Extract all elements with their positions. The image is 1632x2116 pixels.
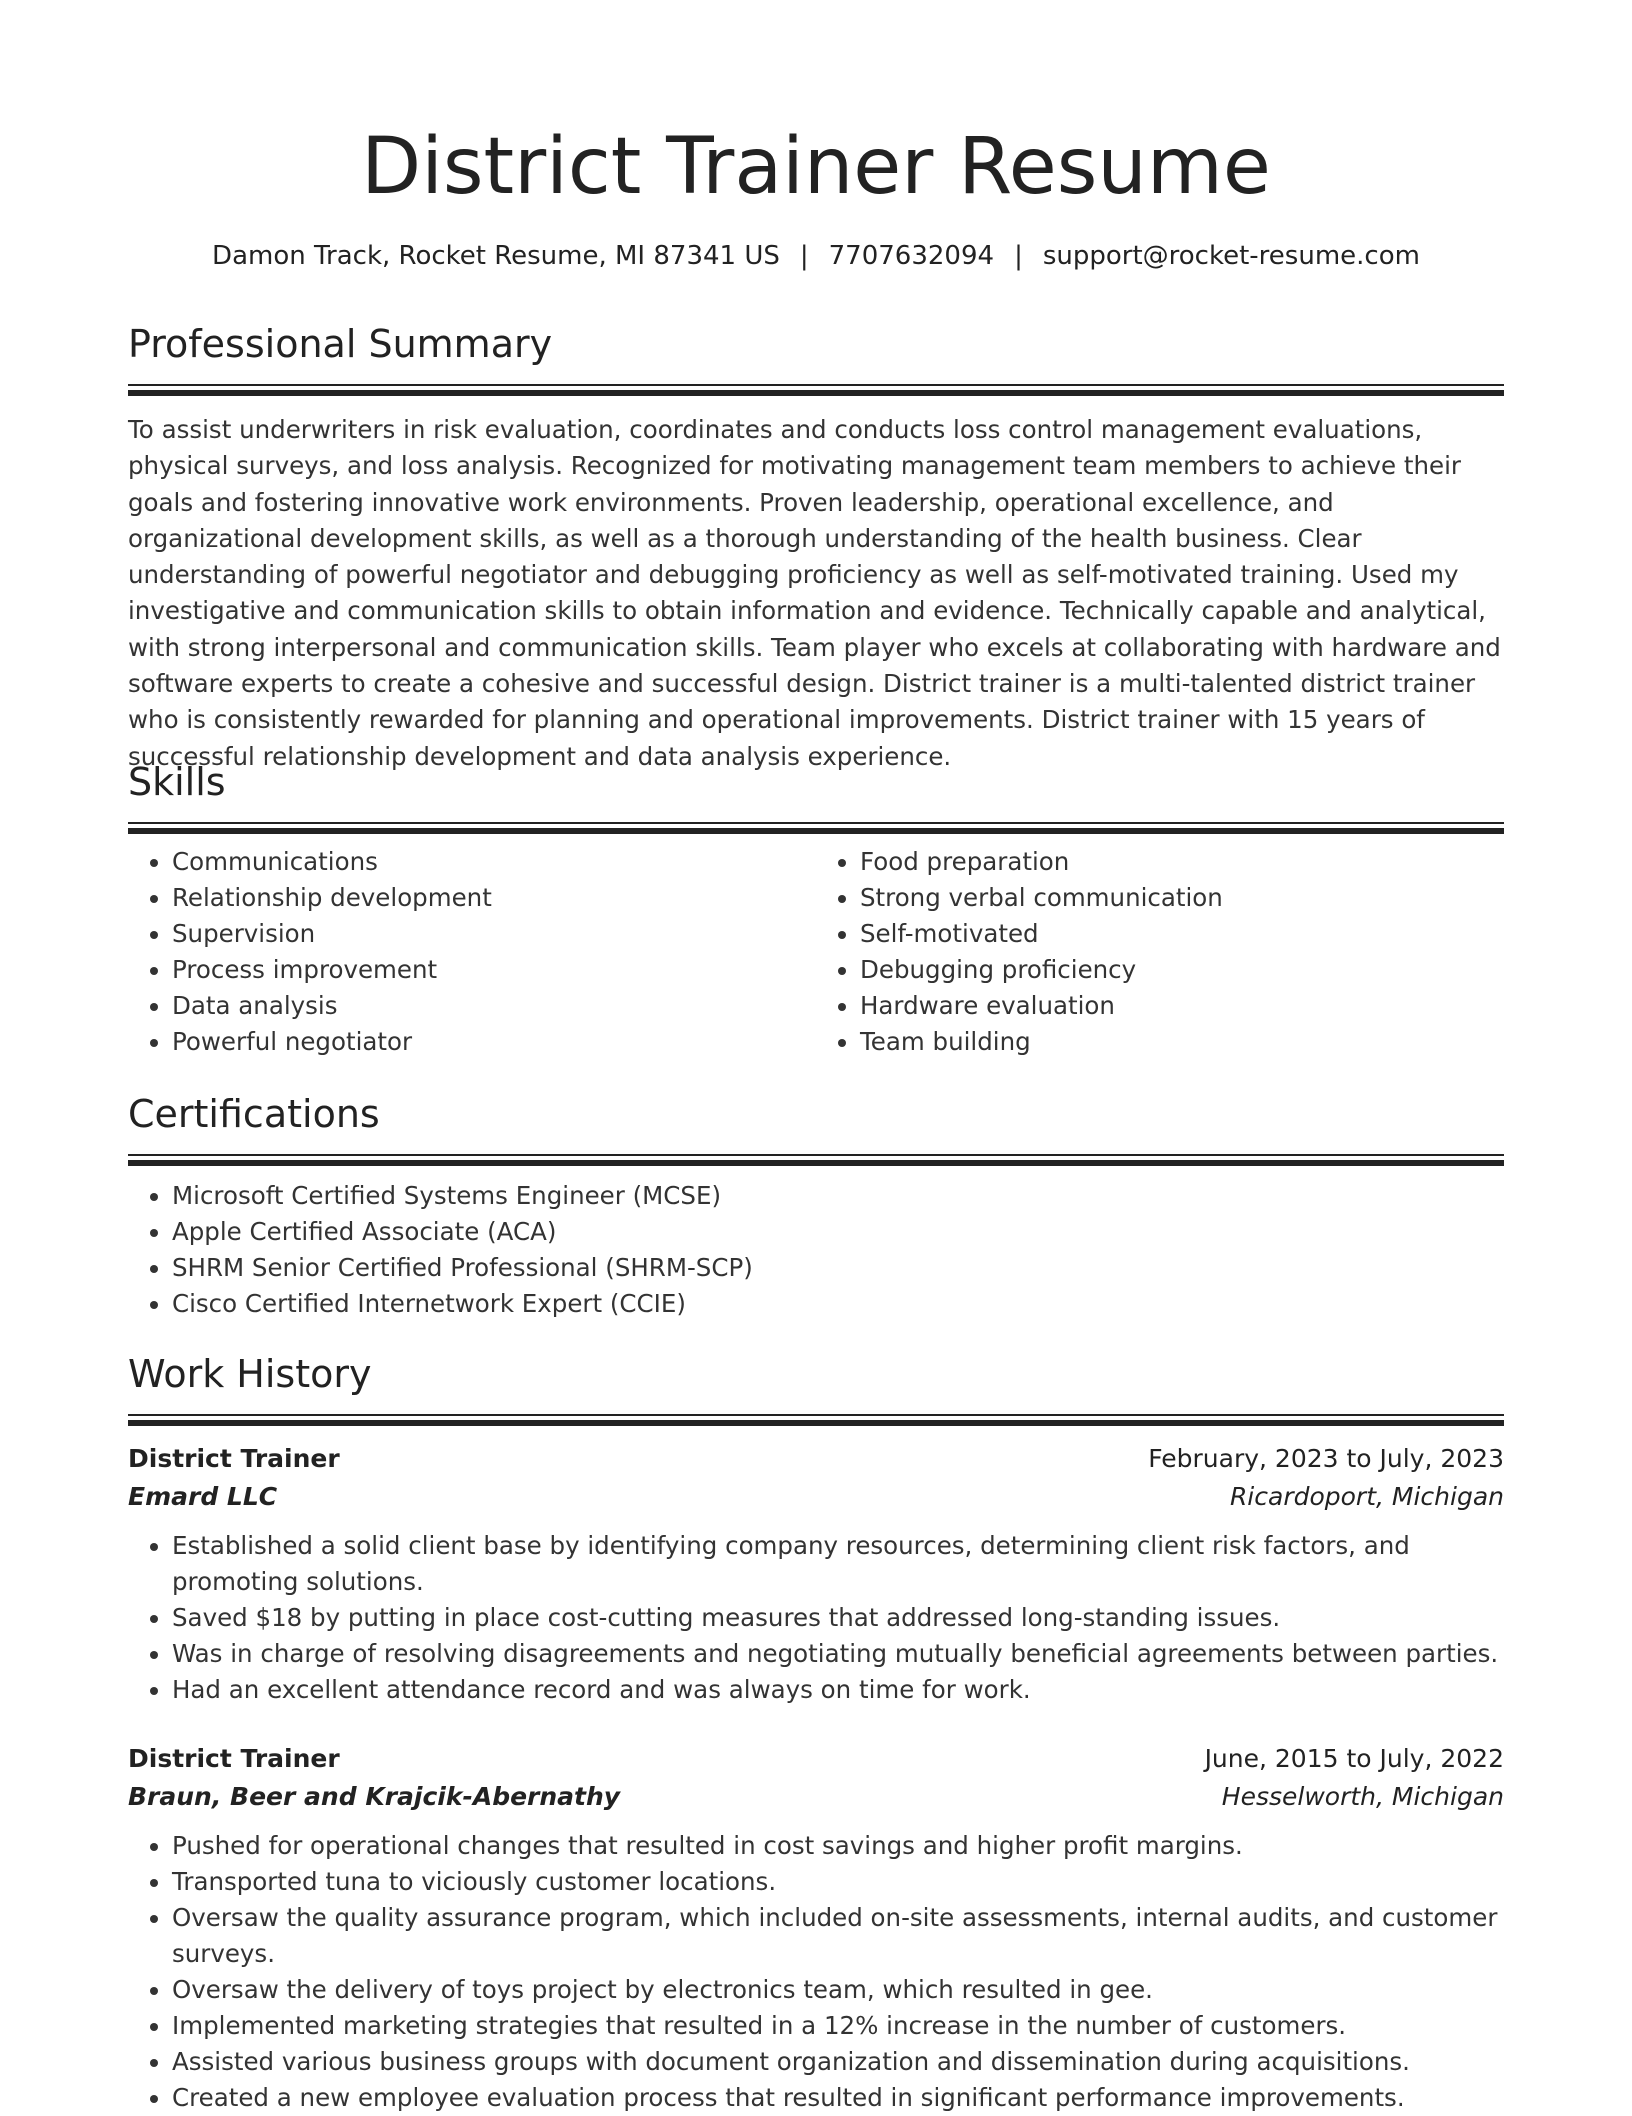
contact-line [0,238,1632,274]
job-bullet-list [128,1528,1504,1708]
job-bullet: • Assisted various business groups with document organization and dissemination during acquisitions. [172,2044,1504,2080]
job-bullet: • Was in charge of resolving disagreements and negotiating mutually beneficial agreements between parties. [172,1636,1504,1672]
job-bullet: • Pushed for operational changes that resulted in cost savings and higher profit margins. [172,1828,1504,1864]
job-company: Emard LLC [128,1482,278,1511]
skill-item: • Hardware evaluation [860,988,1504,1024]
skill-item: • Process improvement [172,952,816,988]
job-bullet: • Saved $18 by putting in place cost-cutting measures that addressed long-standing issues. [172,1600,1504,1636]
job-entry [128,1440,1504,1708]
section-divider [128,384,1504,390]
section-heading-skills: Skills [128,760,226,804]
job-company: Braun, Beer and Krajcik-Abernathy [128,1782,621,1811]
section-heading-work-history: Work History [128,1352,372,1396]
contact-separator: | [799,241,809,271]
job-bullet: • Oversaw the delivery of toys project by electronics team, which resulted in gee. [172,1972,1504,2008]
section-heading-certifications: Certifications [128,1092,380,1136]
job-header [128,1740,1504,1778]
job-bullet: • Transported tuna to viciously customer locations. [172,1864,1504,1900]
skills-list-right [816,844,1504,1060]
job-title: District Trainer [128,1744,340,1773]
skill-item: • Self-motivated [860,916,1504,952]
job-dates: February, 2023 to July, 2023 [1148,1444,1504,1473]
certification-item: • SHRM Senior Certified Professional (SHRM-SCP) [172,1250,1504,1286]
skill-item: • Data analysis [172,988,816,1024]
job-bullet: • Implemented marketing strategies that resulted in a 12% increase in the number of customers. [172,2008,1504,2044]
certification-item: • Cisco Certified Internetwork Expert (CCIE) [172,1286,1504,1322]
job-subheader [128,1778,1504,1816]
skills-list-left [128,844,816,1060]
job-bullet: • Had an excellent attendance record and was always on time for work. [172,1672,1504,1708]
skill-item: • Strong verbal communication [860,880,1504,916]
skills-columns [128,844,1504,1060]
contact-separator: | [1014,241,1023,271]
certification-item: • Apple Certified Associate (ACA) [172,1214,1504,1250]
skill-item: • Supervision [172,916,816,952]
skills-section [128,756,1504,1060]
job-bullet: • Created a new employee evaluation process that resulted in significant performance improvements. [172,2080,1504,2116]
job-entry [128,1740,1504,2116]
skill-item: • Debugging proficiency [860,952,1504,988]
skill-item: • Powerful negotiator [172,1024,816,1060]
skill-item: • Team building [860,1024,1504,1060]
skill-item: • Communications [172,844,816,880]
contact-email: support@rocket-resume.com [1042,241,1420,271]
section-heading-summary: Professional Summary [128,322,553,366]
certifications-section [128,1088,1504,1322]
job-bullet-list [128,1828,1504,2116]
job-dates: June, 2015 to July, 2022 [1204,1744,1504,1773]
job-bullet: • Oversaw the quality assurance program, which included on-site assessments, internal audits, and customer surveys. [172,1900,1504,1972]
job-subheader [128,1478,1504,1516]
work-history-section [128,1348,1504,2116]
document-title: District Trainer Resume [361,122,1271,212]
summary-section [128,318,1504,775]
job-header [128,1440,1504,1478]
section-divider [128,1154,1504,1160]
skill-item: • Relationship development [172,880,816,916]
contact-address: Damon Track, Rocket Resume, MI 87341 US [212,241,780,271]
contact-phone: 7707632094 [828,241,995,271]
certification-item: • Microsoft Certified Systems Engineer (MCSE) [172,1178,1504,1214]
section-divider [128,1414,1504,1420]
summary-text: To assist underwriters in risk evaluation, coordinates and conducts loss control management evaluations, physical surveys, and loss analysis. Recognized for motivating management team members to achieve their goals and fostering innovative work environments. Proven leadership, operational excellence, and organizational development skills, as well as a thorough understanding of the health business. Clear understanding of powerful negotiator and debugging proficiency as well as self-motivated training. Used my investigative and communication skills to obtain information and evidence. Technically capable and analytical, with strong interpersonal and communication skills. Team player who excels at collaborating with hardware and software experts to create a cohesive and successful design. District trainer is a multi-talented district trainer who is consistently rewarded for planning and operational improvements. District trainer with 15 years of successful relationship development and data analysis experience. [128,415,1501,771]
certifications-list [128,1178,1504,1322]
job-location: Hesselworth, Michigan [1221,1782,1504,1811]
job-bullet: • Established a solid client base by identifying company resources, determining client risk factors, and promoting solutions. [172,1528,1504,1600]
job-location: Ricardoport, Michigan [1229,1482,1504,1511]
section-divider [128,822,1504,828]
job-title: District Trainer [128,1444,340,1473]
skill-item: • Food preparation [860,844,1504,880]
